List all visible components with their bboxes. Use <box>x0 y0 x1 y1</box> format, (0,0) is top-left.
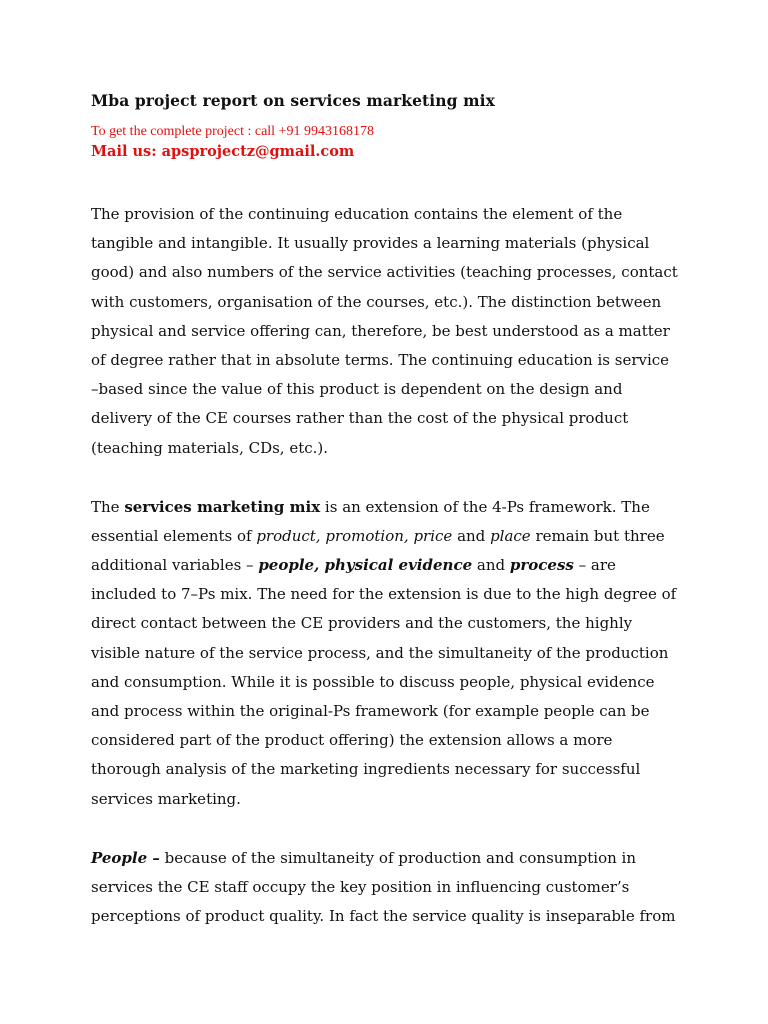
paragraph-continuing-education <box>91 200 691 463</box>
bold-italic-terms-people-evidence: people, physical evidence <box>258 556 473 575</box>
paragraph-line: (teaching materials, CDs, etc.). <box>91 438 329 457</box>
paragraph-line: with customers, organisation of the courses, etc.). The distinction between <box>91 292 662 311</box>
text-run: The <box>91 497 125 516</box>
text-run: is an extension of the 4-Ps framework. The <box>320 497 650 516</box>
document-title: Mba project report on services marketing mix <box>91 91 495 110</box>
italic-terms-4ps: product, promotion, price <box>256 526 453 545</box>
paragraph-services-marketing-mix <box>91 493 691 814</box>
bold-italic-term-process: process <box>509 556 574 575</box>
paragraph-line: and consumption. While it is possible to discuss people, physical evidence <box>91 672 655 691</box>
paragraph-line: of degree rather that in absolute terms. The continuing education is service <box>91 350 670 369</box>
paragraph-line: good) and also numbers of the service activities (teaching processes, contact <box>91 263 678 282</box>
document-content <box>91 88 691 931</box>
paragraph-line: perceptions of product quality. In fact the service quality is inseparable from <box>91 907 676 926</box>
paragraph-line: The provision of the continuing education contains the element of the <box>91 205 623 223</box>
text-run: essential elements of <box>91 526 257 545</box>
text-run: because of the simultaneity of production and consumption in <box>159 848 637 867</box>
paragraph-line: physical and service offering can, therefore, be best understood as a matter <box>91 321 670 340</box>
text-run: remain but three <box>530 526 665 545</box>
paragraph-line: visible nature of the service process, and the simultaneity of the production <box>91 643 669 662</box>
text-run: additional variables – <box>91 556 259 575</box>
italic-term-place: place <box>490 526 531 545</box>
contact-email-line: Mail us: apsprojectz@gmail.com <box>91 143 355 160</box>
text-run: and <box>472 556 510 575</box>
paragraph-line: included to 7–Ps mix. The need for the extension is due to the high degree of <box>91 585 677 604</box>
paragraph-line <box>91 522 691 551</box>
paragraph-line: services the CE staff occupy the key position in influencing customer’s <box>91 877 630 896</box>
bold-italic-lead-people: People – <box>91 848 160 867</box>
paragraph-line: tangible and intangible. It usually provides a learning materials (physical <box>91 234 650 253</box>
contact-phone-line: To get the complete project : call +91 9943168178 <box>91 124 374 139</box>
text-run: and <box>452 526 491 545</box>
paragraph-line <box>91 844 691 873</box>
paragraph-line: direct contact between the CE providers and the customers, the highly <box>91 614 633 633</box>
paragraph-line: and process within the original-Ps framework (for example people can be <box>91 702 650 720</box>
paragraph-line <box>91 493 691 522</box>
paragraph-line: considered part of the product offering) the extension allows a more <box>91 731 613 750</box>
paragraph-line: services marketing. <box>91 789 241 808</box>
paragraph-people <box>91 844 691 932</box>
paragraph-line: thorough analysis of the marketing ingredients necessary for successful <box>91 760 641 779</box>
text-run: – are <box>573 556 616 575</box>
bold-term-services-marketing-mix: services marketing mix <box>124 497 321 516</box>
paragraph-line: delivery of the CE courses rather than the cost of the physical product <box>91 409 629 428</box>
paragraph-line <box>91 551 691 580</box>
paragraph-line: –based since the value of this product is dependent on the design and <box>91 380 623 399</box>
